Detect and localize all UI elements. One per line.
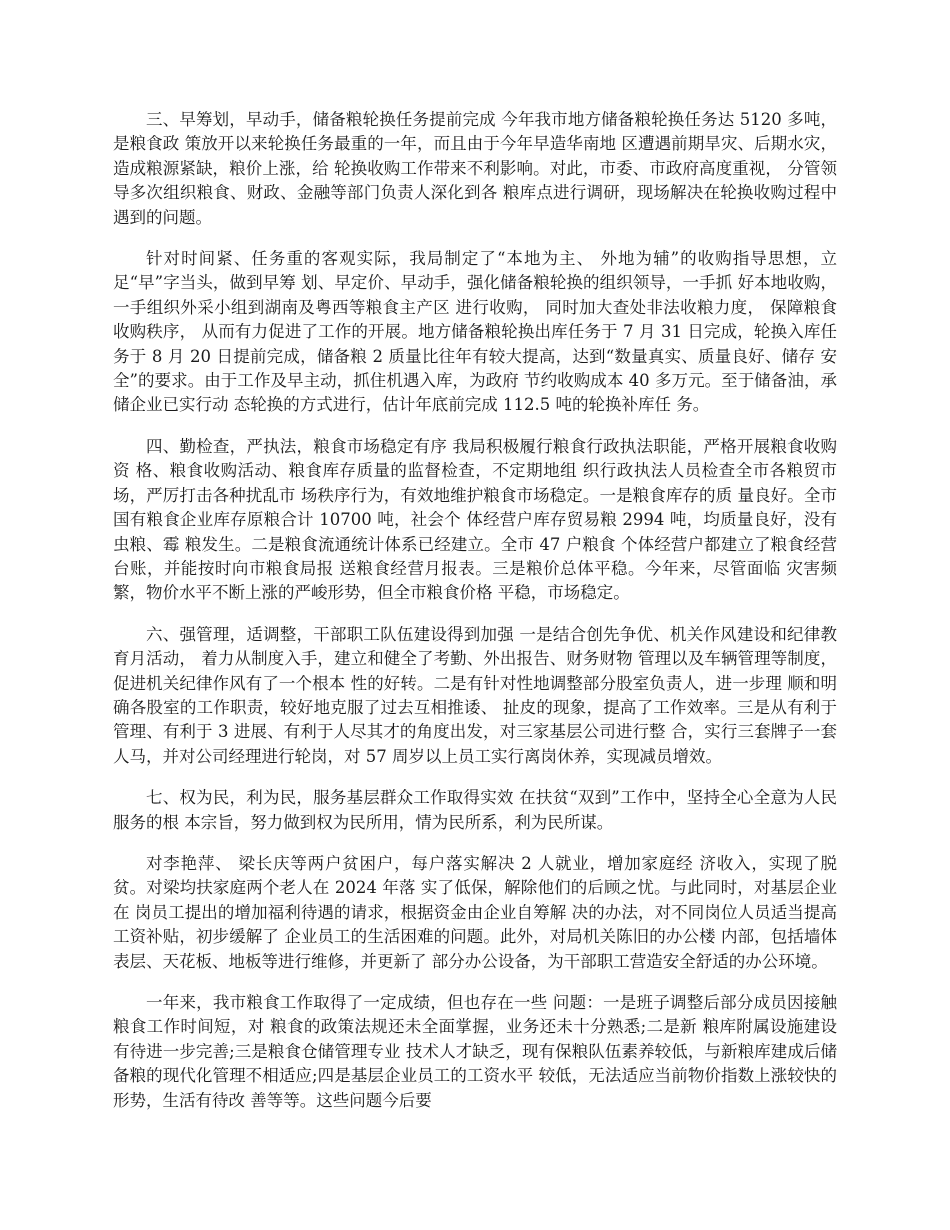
paragraph-grain-rotation: 三、早筹划，早动手，储备粮轮换任务提前完成 今年我市地方储备粮轮换任务达 5120 多吨，是粮食政 策放开以来轮换任务最重的一年，而且由于今年早造华南地 区遭遇前期旱灾、后期水灾，造成粮源紧缺，粮价上涨，给 轮换收购工作带来不利影响。对此，市委、市政府高度重视， 分管领导多次组织粮食、财政、金融等部门负责人深化到各 粮库点进行调研，现场解决在轮换收购过程中遇到的问题。 [113,110,837,227]
paragraph-purchase-strategy: 针对时间紧、任务重的客观实际，我局制定了“本地为主、 外地为辅”的收购指导思想，立足“早”字当头，做到早筹 划、早定价、早动手，强化储备粮轮换的组织领导，一手抓 好本地收购，一手组织外采小组到湖南及粤西等粮食主产区 进行收购， 同时加大查处非法收粮力度， 保障粮食收购秩序， 从而有力促进了工作的开展。地方储备粮轮换出库任务于 7 月 31 日完成，轮换入库任务于 8 月 20 日提前完成，储备粮 2 质量比往年有较大提高，达到“数量真实、质量良好、储存 安全”的要求。由于工作及早主动，抓住机遇入库，为政府 节约收购成本 40 多万元。至于储备油，承储企业已实行动 态轮换的方式进行，估计年底前完成 112.5 吨的轮换补库任 务。 [113,249,837,415]
paragraph-poverty-relief: 对李艳萍、 梁长庆等两户贫困户，每户落实解决 2 人就业，增加家庭经 济收入，实现了脱贫。对梁均扶家庭两个老人在 2024 年落 实了低保，解除他们的后顾之忧。与此同时，对基层企业在 岗员工提出的增加福利待遇的请求，根据资金由企业自筹解 决的办法，对不同岗位人员适当提高工资补贴，初步缓解了 企业员工的生活困难的问题。此外，对局机关陈旧的办公楼 内部，包括墙体表层、天花板、地板等进行维修，并更新了 部分办公设备，为干部职工营造安全舒适的办公环境。 [113,853,837,971]
paragraph-management: 六、强管理，适调整，干部职工队伍建设得到加强 一是结合创先争优、机关作风建设和纪律教育月活动， 着力从制度入手，建立和健全了考勤、外出报告、财务财物 管理以及车辆管理等制度，促进机关纪律作风有了一个根本 性的好转。二是有针对性地调整部分股室负责人，进一步理 顺和明确各股室的工作职责，较好地克服了过去互相推诿、 扯皮的现象，提高了工作效率。三是从有利于管理、有利于 3 进展、有利于人尽其才的角度出发，对三家基层公司进行整 合，实行三套牌子一套人马，并对公司经理进行轮岗，对 57 周岁以上员工实行离岗休养，实现减员增效。 [113,624,837,766]
paragraph-problems: 一年来，我市粮食工作取得了一定成绩，但也存在一些 问题：一是班子调整后部分成员因接触粮食工作时间短，对 粮食的政策法规还未全面掌握，业务还未十分熟悉;二是新 粮库附属设施建设有待进一步完善;三是粮食仓储管理专业 技术人才缺乏，现有保粮队伍素养较低，与新粮库建成后储 备粮的现代化管理不相适应;四是基层企业员工的工资水平 较低，无法适应当前物价指数上涨较快的形势，生活有待改 善等等。这些问题今后要 [113,993,837,1110]
document-body [113,108,837,1130]
paragraph-market-inspection: 四、勤检查，严执法，粮食市场稳定有序 我局积极履行粮食行政执法职能，严格开展粮食收购资 格、粮食收购活动、粮食库存质量的监督检查，不定期地组 织行政执法人员检查全市各粮贸市场，严厉打击各种扰乱市 场秩序行为，有效地维护粮食市场稳定。一是粮食库存的质 量良好。全市国有粮食企业库存原粮合计 10700 吨，社会个 体经营户库存贸易粮 2994 吨，均质量良好，没有虫粮、霉 粮发生。二是粮食流通统计体系已经建立。全市 47 户粮食 个体经营户都建立了粮食经营台账，并能按时向市粮食局报 送粮食经营月报表。三是粮价总体平稳。今年来，尽管面临 灾害频繁，物价水平不断上涨的严峻形势，但全市粮食价格 平稳，市场稳定。 [113,436,837,603]
paragraph-service: 七、权为民，利为民，服务基层群众工作取得实效 在扶贫“双到”工作中，坚持全心全意为人民服务的根 本宗旨，努力做到权为民所用，情为民所系，利为民所谋。 [113,788,837,832]
